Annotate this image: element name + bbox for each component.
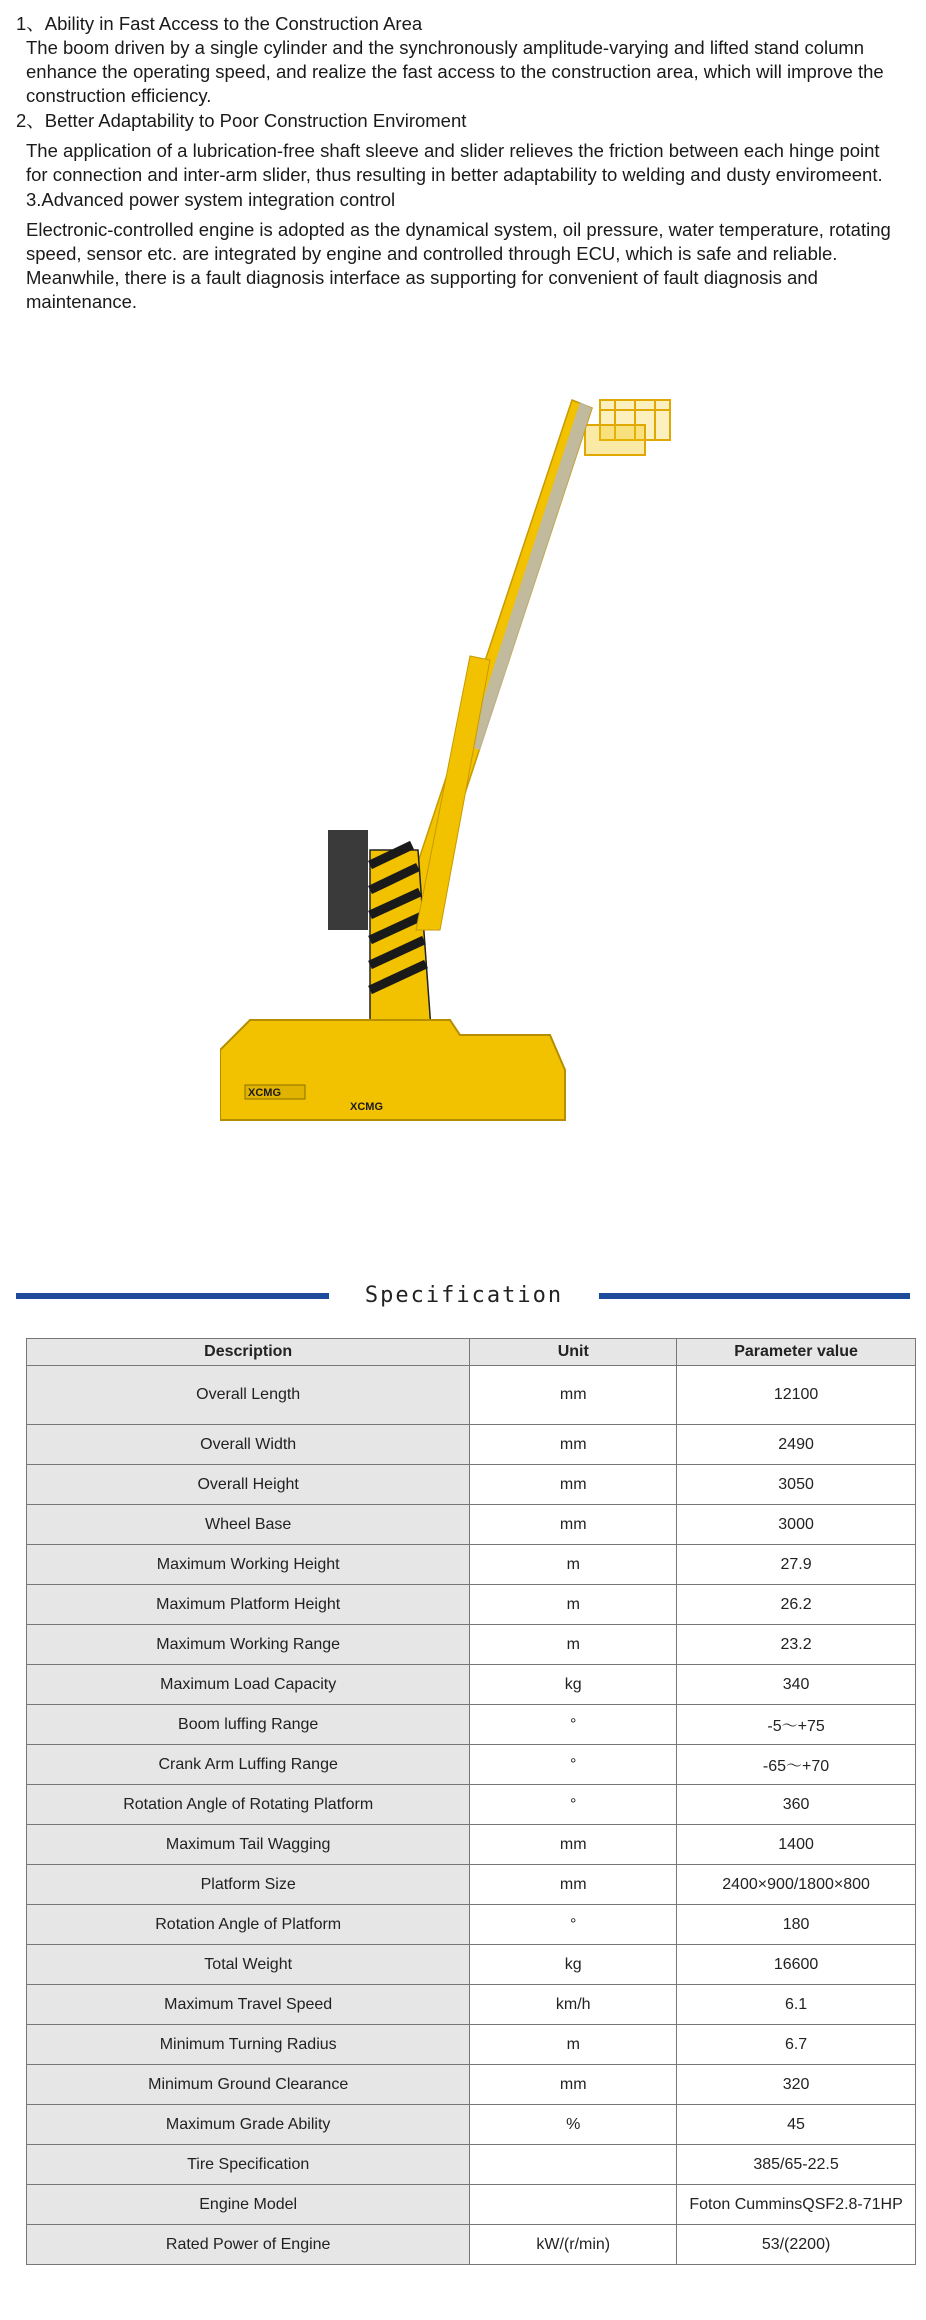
- cell-desc: Minimum Ground Clearance: [27, 2065, 470, 2105]
- col-unit: Unit: [470, 1339, 677, 1366]
- cell-desc: Maximum Tail Wagging: [27, 1825, 470, 1865]
- heading-rule-left: [16, 1293, 329, 1299]
- table-row: [27, 1705, 916, 1745]
- col-parameter: Parameter value: [677, 1339, 916, 1366]
- cell-desc: Overall Height: [27, 1465, 470, 1505]
- table-row: [27, 1985, 916, 2025]
- features-section: [16, 12, 902, 314]
- cell-desc: Maximum Load Capacity: [27, 1665, 470, 1705]
- feature-title-2: 2、Better Adaptability to Poor Construction Enviroment: [16, 110, 467, 131]
- table-row: [27, 1366, 916, 1425]
- cell-desc: Engine Model: [27, 2185, 470, 2225]
- feature-body-2: The application of a lubrication-free shaft sleeve and slider relieves the friction between each hinge point for connection and inter-arm slider, thus resulting in better adaptability to welding and dusty enviromeent.: [26, 140, 883, 185]
- cell-unit: m: [470, 1545, 677, 1585]
- cell-desc: Overall Length: [27, 1366, 470, 1425]
- aerial-work-platform-image: [220, 330, 700, 1150]
- work-basket: [585, 400, 670, 455]
- spec-title: Specification: [364, 1283, 564, 1308]
- cell-unit: mm: [470, 1825, 677, 1865]
- cell-value: 1400: [677, 1825, 916, 1865]
- cell-unit: °: [470, 1705, 677, 1745]
- cell-value: 53/(2200): [677, 2225, 916, 2265]
- cell-unit: m: [470, 2025, 677, 2065]
- cell-value: 2490: [677, 1425, 916, 1465]
- spec-table: [26, 1338, 916, 2265]
- brand-logo: XCMG: [248, 1087, 281, 1099]
- cell-unit: km/h: [470, 1985, 677, 2025]
- cell-value: 340: [677, 1665, 916, 1705]
- cell-unit: °: [470, 1745, 677, 1785]
- table-row: [27, 1825, 916, 1865]
- cell-unit: m: [470, 1585, 677, 1625]
- cell-value: 6.1: [677, 1985, 916, 2025]
- table-row: [27, 1865, 916, 1905]
- cell-value: 180: [677, 1905, 916, 1945]
- cell-value: Foton CumminsQSF2.8-71HP: [677, 2185, 916, 2225]
- cell-value: 27.9: [677, 1545, 916, 1585]
- cell-unit: °: [470, 1905, 677, 1945]
- cell-desc: Maximum Working Range: [27, 1625, 470, 1665]
- cell-desc: Crank Arm Luffing Range: [27, 1745, 470, 1785]
- brand-logo-side: XCMG: [350, 1101, 383, 1113]
- table-row: [27, 2025, 916, 2065]
- table-row: [27, 1465, 916, 1505]
- cell-value: 320: [677, 2065, 916, 2105]
- heading-rule-right: [599, 1293, 910, 1299]
- cell-desc: Rotation Angle of Platform: [27, 1905, 470, 1945]
- spec-heading: [16, 1277, 910, 1321]
- cell-unit: mm: [470, 1366, 677, 1425]
- table-row: [27, 1785, 916, 1825]
- cell-unit: kW/(r/min): [470, 2225, 677, 2265]
- cell-unit: mm: [470, 1425, 677, 1465]
- cell-value: 23.2: [677, 1625, 916, 1665]
- cell-unit: mm: [470, 2065, 677, 2105]
- table-row: [27, 1945, 916, 1985]
- cell-unit: %: [470, 2105, 677, 2145]
- cell-desc: Minimum Turning Radius: [27, 2025, 470, 2065]
- cell-value: -65～+70: [677, 1745, 916, 1785]
- table-row: [27, 2105, 916, 2145]
- cell-desc: Rated Power of Engine: [27, 2225, 470, 2265]
- cell-value: 26.2: [677, 1585, 916, 1625]
- table-row: [27, 1665, 916, 1705]
- cell-desc: Tire Specification: [27, 2145, 470, 2185]
- cell-unit: [470, 2185, 677, 2225]
- cell-value: 3050: [677, 1465, 916, 1505]
- cell-desc: Maximum Working Height: [27, 1545, 470, 1585]
- cell-desc: Maximum Platform Height: [27, 1585, 470, 1625]
- table-row: [27, 2185, 916, 2225]
- cell-value: 360: [677, 1785, 916, 1825]
- cell-unit: kg: [470, 1665, 677, 1705]
- cell-desc: Boom luffing Range: [27, 1705, 470, 1745]
- table-row: [27, 1745, 916, 1785]
- cell-desc: Wheel Base: [27, 1505, 470, 1545]
- cell-desc: Maximum Travel Speed: [27, 1985, 470, 2025]
- cell-desc: Rotation Angle of Rotating Platform: [27, 1785, 470, 1825]
- feature-body-3: Electronic-controlled engine is adopted as the dynamical system, oil pressure, water temperature, rotating speed, sensor etc. are integrated by engine and controlled through ECU, which is safe and reliable. Meanwhile, there is a fault diagnosis interface as supporting for convenient of fault diagnosis and maintenance.: [26, 219, 891, 312]
- feature-title-1: 1、Ability in Fast Access to the Construction Area: [16, 13, 423, 34]
- cell-desc: Platform Size: [27, 1865, 470, 1905]
- cell-unit: °: [470, 1785, 677, 1825]
- cell-unit: m: [470, 1625, 677, 1665]
- cell-unit: [470, 2145, 677, 2185]
- feature-title-3: 3.Advanced power system integration control: [26, 189, 396, 210]
- cell-value: 45: [677, 2105, 916, 2145]
- cell-value: 3000: [677, 1505, 916, 1545]
- cell-unit: mm: [470, 1865, 677, 1905]
- cell-value: -5～+75: [677, 1705, 916, 1745]
- table-row: [27, 2145, 916, 2185]
- cell-unit: kg: [470, 1945, 677, 1985]
- col-description: Description: [27, 1339, 470, 1366]
- table-row: [27, 1505, 916, 1545]
- table-row: [27, 1425, 916, 1465]
- cell-value: 385/65-22.5: [677, 2145, 916, 2185]
- table-row: [27, 1545, 916, 1585]
- feature-body-1: The boom driven by a single cylinder and the synchronously amplitude-varying and lifted stand column enhance the operating speed, and realize the fast access to the construction area, which will improve the construction efficiency.: [26, 37, 884, 106]
- cell-unit: mm: [470, 1465, 677, 1505]
- table-row: [27, 1625, 916, 1665]
- cell-value: 12100: [677, 1366, 916, 1425]
- cell-value: 2400×900/1800×800: [677, 1865, 916, 1905]
- table-row: [27, 2065, 916, 2105]
- cell-desc: Total Weight: [27, 1945, 470, 1985]
- cell-desc: Overall Width: [27, 1425, 470, 1465]
- table-row: [27, 2225, 916, 2265]
- cell-unit: mm: [470, 1505, 677, 1545]
- cell-value: 6.7: [677, 2025, 916, 2065]
- table-row: [27, 1585, 916, 1625]
- cell-value: 16600: [677, 1945, 916, 1985]
- table-row: [27, 1905, 916, 1945]
- chassis: [220, 1020, 565, 1120]
- spec-header-row: [27, 1339, 916, 1366]
- cell-desc: Maximum Grade Ability: [27, 2105, 470, 2145]
